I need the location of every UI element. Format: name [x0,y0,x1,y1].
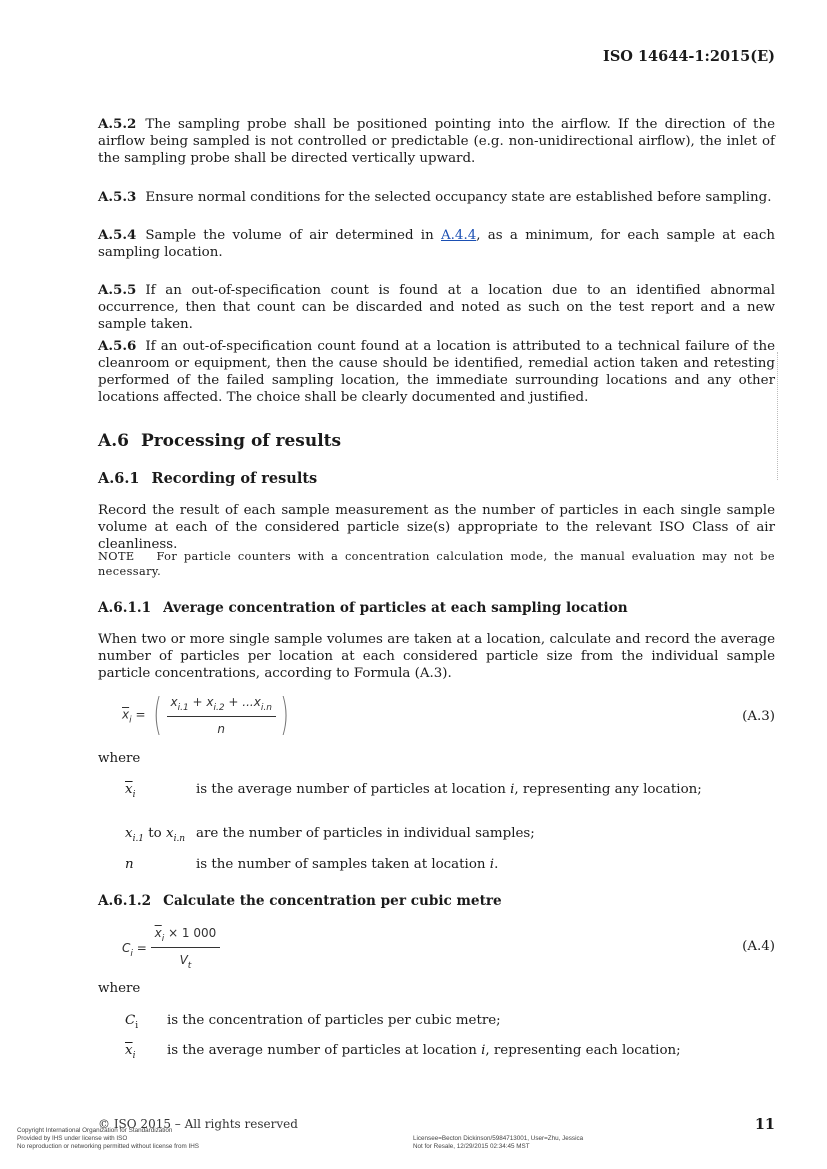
symbol-sub: i [135,1021,139,1031]
section-heading-a611 [98,600,628,616]
symbol-mid: to [144,826,166,841]
formula-subscript: i [130,949,133,959]
clause-number: A.5.5 [98,282,137,298]
formula-a4 [122,926,220,971]
term-sub: i [161,934,165,944]
def-ital: i [481,1043,486,1058]
term-sub: i.1 [177,702,189,713]
term-sub: i.n [260,702,272,713]
definition [167,1043,681,1058]
symbol: x [125,826,133,841]
def-text: is the number of samples taken at location [196,857,490,872]
clause-text: The sampling probe shall be positioned pointing into the airflow. If the direction of the airflow being sampled is not controlled or predictable (e.g. non-unidirectional airflow), the inlet of the sampling probe shall be directed vertically upward. [98,117,775,166]
denominator: n [217,721,226,736]
clause-text: If an out-of-specification count found at a location is attributed to a technical failure of the cleanroom or equipment, then the cause should be identified, remedial action taken and retesting performed of the failed sampling location, the immediate surrounding locations and any other locations affected. The choice shall be clearly documented and justified. [98,339,775,405]
section-heading-a61 [98,470,317,487]
section-number: A.6.1.2 [98,893,152,909]
clause-number: A.5.2 [98,116,137,132]
def-ital: i [510,782,515,797]
def-text: is the concentration of particles per cubic metre; [167,1013,501,1028]
license-left [17,1127,199,1151]
symbol-sub: i [132,790,136,800]
formula-number: (A.3) [742,709,775,724]
clause-text: Sample the volume of air determined in [145,228,441,243]
document-id-header: ISO 14644-1:2015(E) [603,48,775,65]
definition [167,1013,501,1028]
definition [196,857,498,872]
def-text: , representing any location; [514,782,702,797]
cross-reference-link[interactable]: A.4.4 [441,228,477,243]
section-heading-a6 [98,431,341,451]
left-paren-icon: ( [153,689,163,740]
clause-text: , as a minimum, for each sample at each sampling location. [98,228,775,260]
symbol: C [125,1013,136,1028]
clause-text: Ensure normal conditions for the selected occupancy state are established before sampling. [145,190,772,205]
def-text: are the number of particles in individual samples; [196,826,535,841]
where-label: where [98,981,141,996]
definition [196,826,535,841]
clause-a52 [98,116,775,167]
equals-sign: = [135,707,146,722]
margin-divider [777,352,778,480]
def-symbol [125,826,185,844]
section-title: Recording of results [151,470,318,487]
note [98,549,775,579]
copyright-footer: © ISO 2015 – All rights reserved [98,1117,298,1131]
section-number: A.6.1.1 [98,600,152,616]
license-line: Copyright International Organization for Standardization [17,1127,173,1134]
term: $\overline{x}$ [154,926,162,940]
fraction [167,695,276,736]
license-line: Licensee=Becton Dickinson/5984713001, User=Zhu, Jessica [413,1135,584,1142]
symbol: n [125,857,134,872]
clause-a54 [98,227,775,261]
denominator [151,948,221,971]
symbol-sub: i.1 [132,834,145,844]
formula-subscript: i [129,715,132,726]
def-symbol [125,1043,135,1061]
clause-number: A.5.4 [98,227,137,243]
term-sub: t [187,961,192,971]
license-line: Provided by IHS under license with ISO [17,1135,128,1142]
equals-sign: = [136,941,147,955]
def-symbol [125,857,134,872]
license-right [413,1135,583,1151]
symbol: x [166,826,174,841]
right-paren-icon: ) [280,689,289,740]
a611-body: When two or more single sample volumes are taken at a location, calculate and record the average number of particles per location at each considered particle size from the individual sample particle concentrations, according to Formula (A.3). [98,632,775,681]
def-text: is the average number of particles at location [196,782,511,797]
def-symbol [125,782,135,800]
section-title: Calculate the concentration per cubic metre [163,893,502,909]
def-text: , representing each location; [485,1043,681,1058]
section-number: A.6 [98,431,129,451]
clause-a55 [98,282,775,333]
section-heading-a612 [98,893,502,909]
def-text: is the average number of particles at location [167,1043,482,1058]
formula-a3 [122,689,293,740]
term: + x [188,694,214,709]
formula-symbol: $\overline{x}$ [122,707,130,722]
fraction [151,926,221,971]
where-label: where [98,751,141,766]
symbol: $\overline{x}$ [125,782,133,797]
section-number: A.6.1 [98,470,140,487]
definition [196,782,702,797]
symbol-sub: i.n [173,834,186,844]
license-line: Not for Resale, 12/29/2015 02:34:45 MST [413,1143,530,1150]
license-line: No reproduction or networking permitted without license from IHS [17,1143,199,1150]
term: x [170,694,178,709]
symbol-sub: i [132,1051,136,1061]
term: + ...x [224,694,261,709]
term: V [179,953,188,967]
clause-text: If an out-of-specification count is found at a location due to an identified abnormal occurrence, then that count can be discarded and noted as such on the test report and a new sample taken. [98,283,775,332]
formula-number: (A.4) [742,939,775,954]
page-number: 11 [754,1116,775,1133]
section-title: Processing of results [140,431,342,451]
note-text: For particle counters with a concentration calculation mode, the manual evaluation may not be necessary. [98,550,775,578]
a61-body: Record the result of each sample measurement as the number of particles in each single sample volume at each of the considered particle size(s) appropriate to the relevant ISO Class of air cleanliness. [98,503,775,552]
numerator [167,695,276,717]
clause-a56 [98,338,775,406]
clause-a53 [98,189,775,206]
clause-number: A.5.3 [98,189,137,205]
formula-symbol: C [122,941,131,955]
section-title: Average concentration of particles at each sampling location [163,600,628,616]
note-label: NOTE [98,550,135,563]
def-text: . [494,857,499,872]
term: × 1 000 [164,926,217,940]
numerator [151,926,221,948]
def-ital: i [489,857,495,872]
term-sub: i.2 [213,702,225,713]
def-symbol [125,1013,138,1031]
symbol: $\overline{x}$ [125,1043,133,1058]
clause-number: A.5.6 [98,338,137,354]
